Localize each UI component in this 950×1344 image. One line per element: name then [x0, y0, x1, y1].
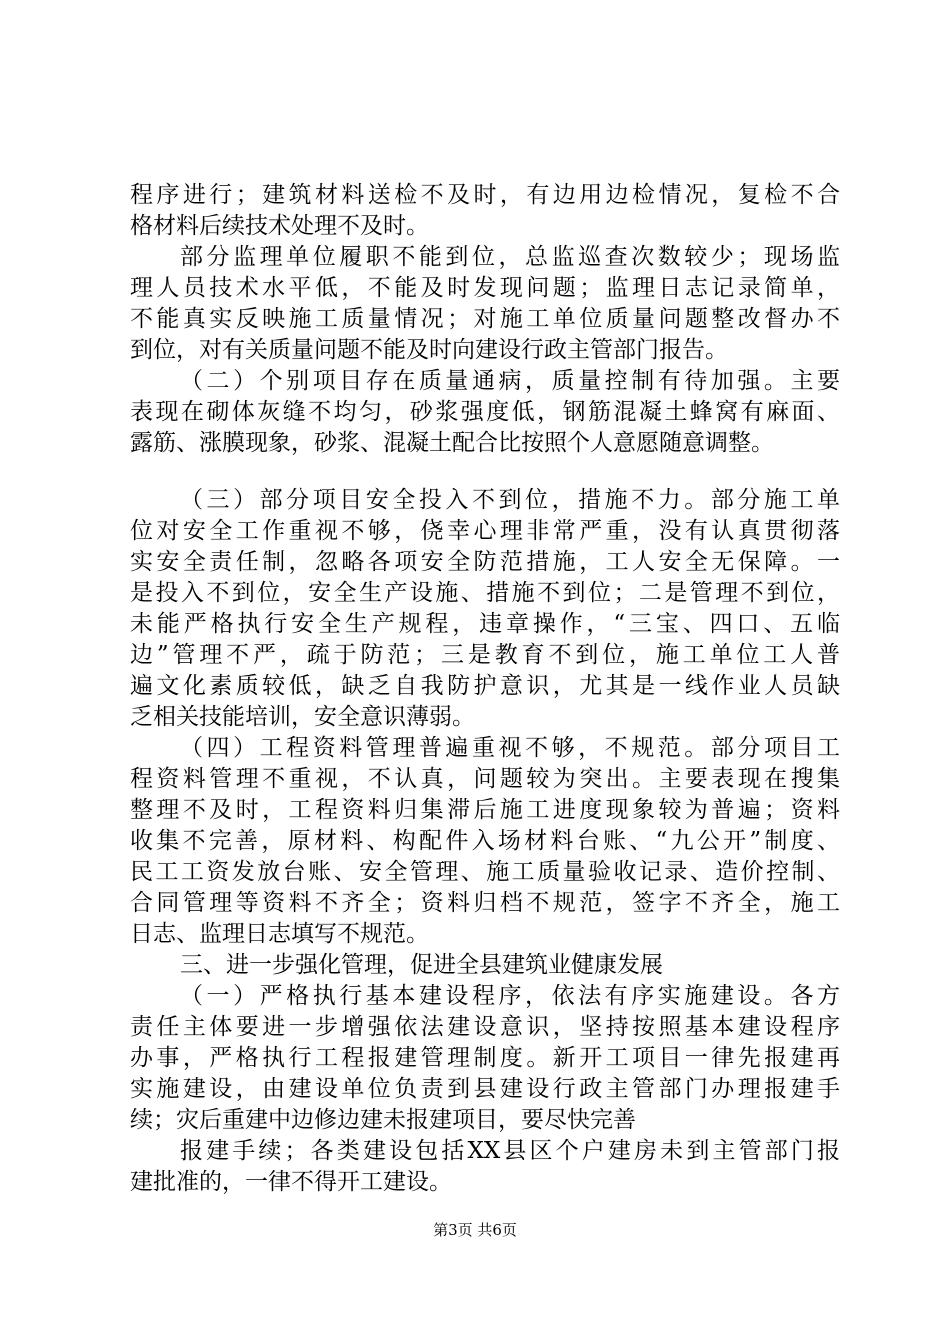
text-line: 露筋、涨膜现象，砂浆、混凝土配合比按照个人意愿随意调整。 [130, 430, 774, 456]
text-line: （二）个别项目存在质量通病，质量控制有待加强。主要 [180, 368, 840, 394]
text-line: 边”管理不严，疏于防范；三是教育不到位，施工单位工人普 [130, 642, 840, 668]
text-line: 民工工资发放台账、安全管理、施工质量验收记录、造价控制、 [130, 859, 840, 885]
text-line: 表现在砌体灰缝不均匀，砂浆强度低，钢筋混凝土蜂窝有麻面、 [130, 399, 840, 425]
text-line: （一）严格执行基本建设程序，依法有序实施建设。各方 [180, 983, 840, 1009]
text-line: 到位，对有关质量问题不能及时向建设行政主管部门报告。 [130, 337, 728, 363]
text-line: 部分监理单位履职不能到位，总监巡查次数较少；现场监 [180, 244, 840, 270]
text-line: 收集不完善，原材料、构配件入场材料台账、“九公开”制度、 [130, 828, 840, 854]
section-heading: 三、进一步强化管理，促进全县建筑业健康发展 [180, 952, 663, 978]
page-number-footer: 第3页 共6页 [433, 1221, 517, 1239]
text-line: 实施建设，由建设单位负责到县建设行政主管部门办理报建手 [130, 1076, 840, 1102]
text-line: 乏相关技能培训，安全意识薄弱。 [130, 704, 475, 730]
text-line: 理人员技术水平低，不能及时发现问题；监理日志记录简单， [130, 275, 840, 301]
text-line: 建批准的，一律不得开工建设。 [130, 1169, 452, 1195]
text-line: 日志、监理日志填写不规范。 [130, 921, 429, 947]
text-line: 格材料后续技术处理不及时。 [130, 213, 429, 239]
text-line: （三）部分项目安全投入不到位，措施不力。部分施工单 [180, 487, 840, 513]
text-line: 未能严格执行安全生产规程，违章操作，“三宝、四口、五临 [130, 611, 840, 637]
text-line: 整理不及时，工程资料归集滞后施工进度现象较为普遍；资料 [130, 797, 840, 823]
text-line: 位对安全工作重视不够，侥幸心理非常严重，没有认真贯彻落 [130, 518, 840, 544]
text-line: 程序进行；建筑材料送检不及时，有边用边检情况，复检不合 [130, 182, 840, 208]
text-line: 遍文化素质较低，缺乏自我防护意识，尤其是一线作业人员缺 [130, 673, 840, 699]
text-line: 不能真实反映施工质量情况；对施工单位质量问题整改督办不 [130, 306, 840, 332]
text-line: 责任主体要进一步增强依法建设意识，坚持按照基本建设程序 [130, 1014, 840, 1040]
text-line: 办事，严格执行工程报建管理制度。新开工项目一律先报建再 [130, 1045, 840, 1071]
text-line: 程资料管理不重视，不认真，问题较为突出。主要表现在搜集 [130, 766, 840, 792]
text-line: 合同管理等资料不齐全；资料归档不规范，签字不齐全，施工 [130, 890, 840, 916]
text-line: 实安全责任制，忽略各项安全防范措施，工人安全无保障。一 [130, 549, 840, 575]
text-line: 续；灾后重建中边修边建未报建项目，要尽快完善 [130, 1107, 636, 1133]
text-line: 报建手续；各类建设包括XX县区个户建房未到主管部门报 [180, 1138, 840, 1164]
text-line: （四）工程资料管理普遍重视不够，不规范。部分项目工 [180, 735, 840, 761]
text-line: 是投入不到位，安全生产设施、措施不到位；二是管理不到位， [130, 580, 840, 606]
